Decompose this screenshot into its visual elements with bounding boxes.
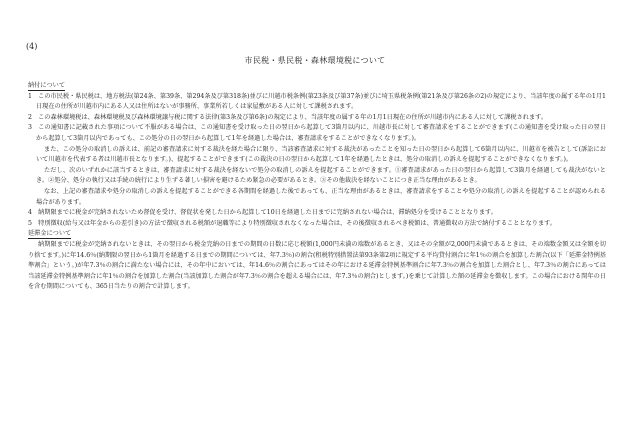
page-marker: (4) (26, 42, 38, 51)
delay-heading-row (28, 229, 606, 240)
item-3-paragraph-c: なお、上記の審査請求や処分の取消しの訴えを提起することができる各期間を経過した後であっても、正当な理由があるときは、審査請求をすることや処分の取消しの訴えを提起することが認められる場合があります。 (36, 187, 606, 206)
item-3: 3 この通知書に記載された事項について不服がある場合は、この通知書を受け取った日の翌日から起算して3箇月以内に、川越市長に対して審査請求をすることができます(この通知書を受け取った日の翌日から起算して3箇月以内であっても、この処分の日の翌日から起算して1年を経過した場合は、審査請求をすることができなくなります。)。 (28, 124, 606, 142)
item-5: 5 特別徴収(給与又は年金からの差引き)の方法で徴収される税額が退職等により特別徴収されなくなった場合は、その後徴収されるべき税額は、普通徴収の方法で納付することとなります。 (28, 219, 557, 227)
document-title: 市民税・県民税・森林環境税について (244, 56, 386, 65)
item-3-paragraph-a: また、この処分の取消しの訴えは、前記の審査請求に対する裁決を経た場合に限り、当該審査請求に対する裁決があったことを知った日の翌日から起算して6箇月以内に、川越市を被告として(訴訟において川越市を代表する者は川越市長となります。)、提起することができます(この裁決の日の翌日から起算して1年を経過したときは、処分の取消しの訴えを提起することができなくなります。)。 (36, 145, 606, 164)
document-body (28, 81, 606, 293)
delay-heading: 延滞金について (28, 230, 72, 238)
item-3-paragraph-b: ただし、次のいずれかに該当するときは、審査請求に対する裁決を経ないで処分の取消しの訴えを提起することができます。①審査請求があった日の翌日から起算して3箇月を経過しても裁決がないとき。②処分、処分の執行又は手続の続行により生ずる著しい損害を避けるため緊急の必要があるとき。③その他裁決を経ないことにつき正当な理由があるとき。 (36, 166, 606, 185)
item-2: 2 この森林環境税は、森林環境税及び森林環境譲与税に関する法律(第3条及び第6条)の規定により、当該年度の属する年の1月1日現在の住所が川越市内にある人に対して課税されます。 (28, 113, 548, 121)
payment-heading-row (28, 81, 606, 92)
item-1: 1 この市民税・県民税は、地方税法(第24条、第39条、第294条及び第318条)並びに川越市税条例(第23条及び第37条)並びに埼玉県税条例(第21条及び第26条の2)の規定により、当該年度の属する年の1月1日現在の住所が川越市内にある人又は住所はないが事務所、事業所若しくは家屋敷がある人に対して課税されます。 (28, 92, 606, 111)
payment-heading: 納付について (28, 82, 66, 89)
item-4: 4 納期限までに税金が完納されないため督促を受け、督促状を発した日から起算して10日を経過した日までに完納されない場合は、滞納処分を受けることとなります。 (28, 209, 497, 217)
delay-paragraph: 納期限までに税金が完納されないときは、その翌日から税金完納の日までの期間の日数に応じ税額(1,000円未満の端数があるとき、又はその全額が2,000円未満であるときは、その端数金額又は全額を切り捨てます。)に年14.6％(納期限の翌日から1箇月を経過する日までの期間については、年7.3％)の割合(租税特別措置法第93条第2項に規定する平均貸付割合に年1％の割合を加算した割合(以下「延滞金特例基準割合」という。)が年7.3％の割合に満たない場合には、その年中においては、年14.6％の割合にあってはその年における延滞金特例基準割合に年7.3％の割合を加算した割合とし、年7.3％の割合にあっては当該延滞金特例基準割合に年1％の割合を加算した割合(当該加算した割合が年7.3％の割合を超える場合には、年7.3％の割合)とします。)を乗じて計算した額の延滞金を徴収します。この場合における閏年の日を含む期間についても、365日当たりの割合で計算します。 (28, 240, 606, 291)
